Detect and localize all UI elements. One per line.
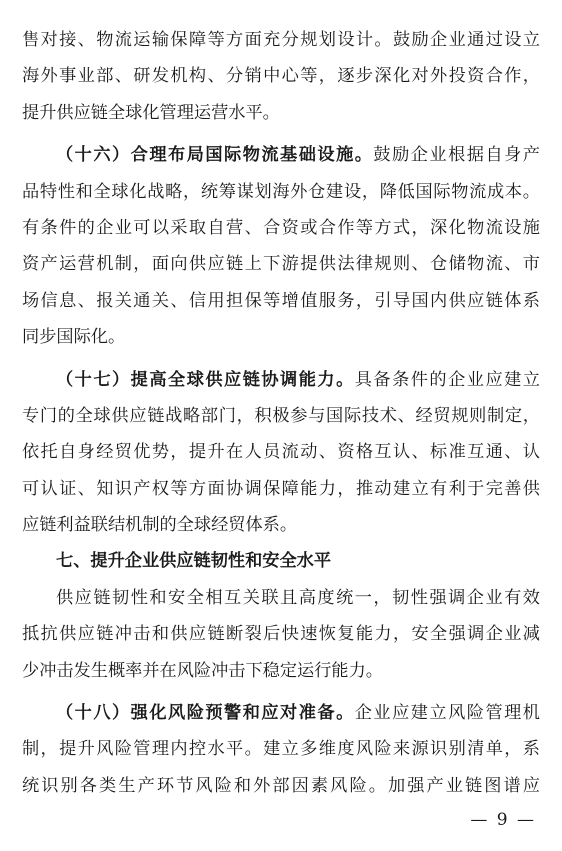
paragraph-16 bbox=[22, 137, 540, 355]
text-line: 提升供应链全球化管理运营水平。 bbox=[22, 102, 280, 123]
text-line: 少冲击发生概率并在风险冲击下稳定运行能力。 bbox=[22, 660, 383, 681]
text-line: 可认证、知识产权等方面协调保障能力，推动建立有利于完善供 bbox=[22, 478, 540, 499]
text-line: 抵抗供应链冲击和供应链断裂后快速恢复能力，安全强调企业减 bbox=[22, 624, 540, 645]
text-line: 资产运营机制，面向供应链上下游提供法律规则、仓储物流、市 bbox=[22, 254, 540, 275]
paragraph-17 bbox=[22, 362, 540, 544]
text-line bbox=[22, 695, 540, 731]
text-line: 制，提升风险管理内控水平。建立多维度风险来源识别清单，系 bbox=[22, 739, 540, 760]
text-line: 场信息、报关通关、信用担保等增值服务，引导国内供应链体系 bbox=[22, 290, 540, 311]
text-line: 同步国际化。 bbox=[22, 327, 126, 348]
paragraph-intro bbox=[22, 22, 540, 131]
paragraph-lead: （十八）强化风险预警和应对准备。 bbox=[56, 703, 355, 724]
text-line: 供应链韧性和安全相互关联且高度统一，韧性强调企业有效 bbox=[56, 587, 540, 608]
page-number: — 9 — bbox=[470, 810, 536, 830]
paragraph-lead: （十六）合理布局国际物流基础设施。 bbox=[56, 145, 374, 166]
text-line bbox=[22, 362, 540, 398]
paragraph-lead-rest: 鼓励企业根据自身产 bbox=[373, 145, 540, 166]
text-line bbox=[22, 137, 540, 173]
text-line: 依托自身经贸优势，提升在人员流动、资格互认、标准互通、认 bbox=[22, 442, 540, 463]
text-line: 统识别各类生产环节风险和外部因素风险。加强产业链图谱应 bbox=[22, 775, 540, 796]
paragraph-lead: （十七）提高全球供应链协调能力。 bbox=[56, 369, 355, 390]
text-line: 专门的全球供应链战略部门，积极参与国际技术、经贸规则制定， bbox=[22, 405, 540, 426]
paragraph-lead-rest: 具备条件的企业应建立 bbox=[354, 369, 540, 390]
section-heading: 七、提升企业供应链韧性和安全水平 bbox=[56, 551, 332, 572]
text-line: 品特性和全球化战略，统筹谋划海外仓建设，降低国际物流成本。 bbox=[22, 181, 540, 202]
paragraph-lead-rest: 企业应建立风险管理机 bbox=[354, 703, 540, 724]
paragraph-section-7-intro bbox=[22, 580, 540, 689]
text-line: 售对接、物流运输保障等方面充分规划设计。鼓励企业通过设立 bbox=[22, 30, 540, 50]
document-body bbox=[22, 22, 540, 804]
paragraph-18 bbox=[22, 695, 540, 804]
text-line: 海外事业部、研发机构、分销中心等，逐步深化对外投资合作， bbox=[22, 66, 540, 87]
text-line: 应链利益联结机制的全球经贸体系。 bbox=[22, 515, 298, 536]
text-line: 有条件的企业可以采取自营、合资或合作等方式，深化物流设施 bbox=[22, 217, 540, 238]
